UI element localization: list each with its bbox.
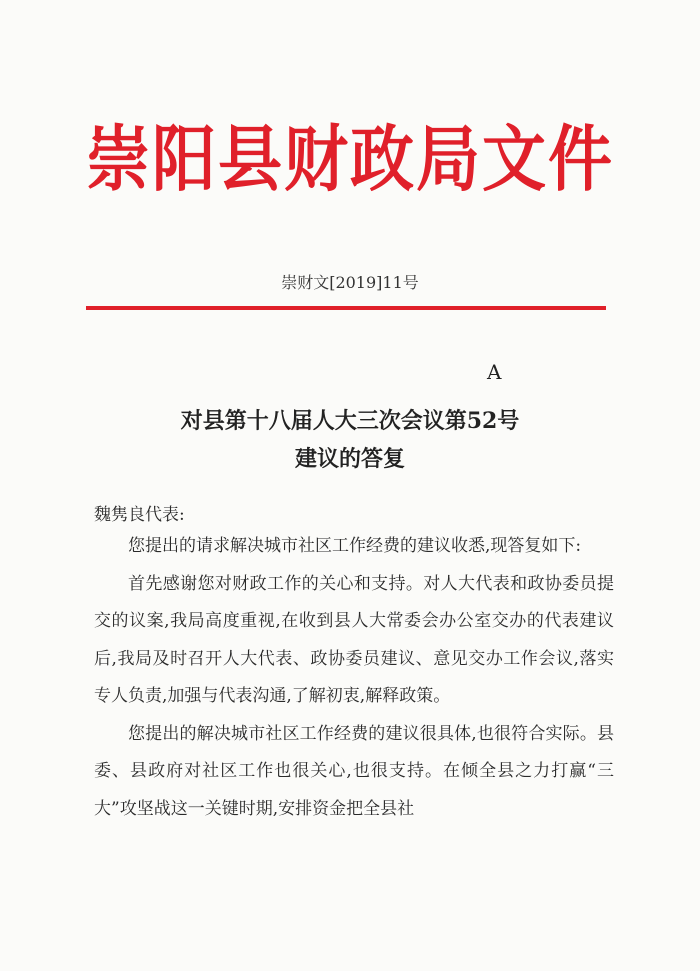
body-text: [94, 528, 614, 828]
agency-masthead-title: 崇阳县财政局文件: [86, 118, 614, 203]
paragraph-3: 您提出的解决城市社区工作经费的建议很具体,也很符合实际。县委、县政府对社区工作也很关心,也很支持。在倾全县之力打赢“三大”攻坚战这一关键时期,安排资金把全县社: [94, 723, 614, 819]
reply-title-line-1: 对县第十八届人大三次会议第52号: [180, 408, 520, 434]
salutation: 魏隽良代表:: [94, 505, 185, 525]
red-divider-line: [86, 306, 606, 310]
paragraph-2: 首先感谢您对财政工作的关心和支持。对人大代表和政协委员提交的议案,我局高度重视,在收到县人大常委会办公室交办的代表建议后,我局及时召开人大代表、政协委员建议、意见交办工作会议,落实专人负责,加强与代表沟通,了解初衷,解释政策。: [94, 573, 614, 706]
reply-title-line-2: 建议的答复: [294, 446, 405, 472]
document-number: 崇财文[2019]11号: [281, 273, 419, 292]
paragraph-1: 您提出的请求解决城市社区工作经费的建议收悉,现答复如下:: [128, 536, 582, 556]
grade-mark: A: [487, 360, 502, 384]
